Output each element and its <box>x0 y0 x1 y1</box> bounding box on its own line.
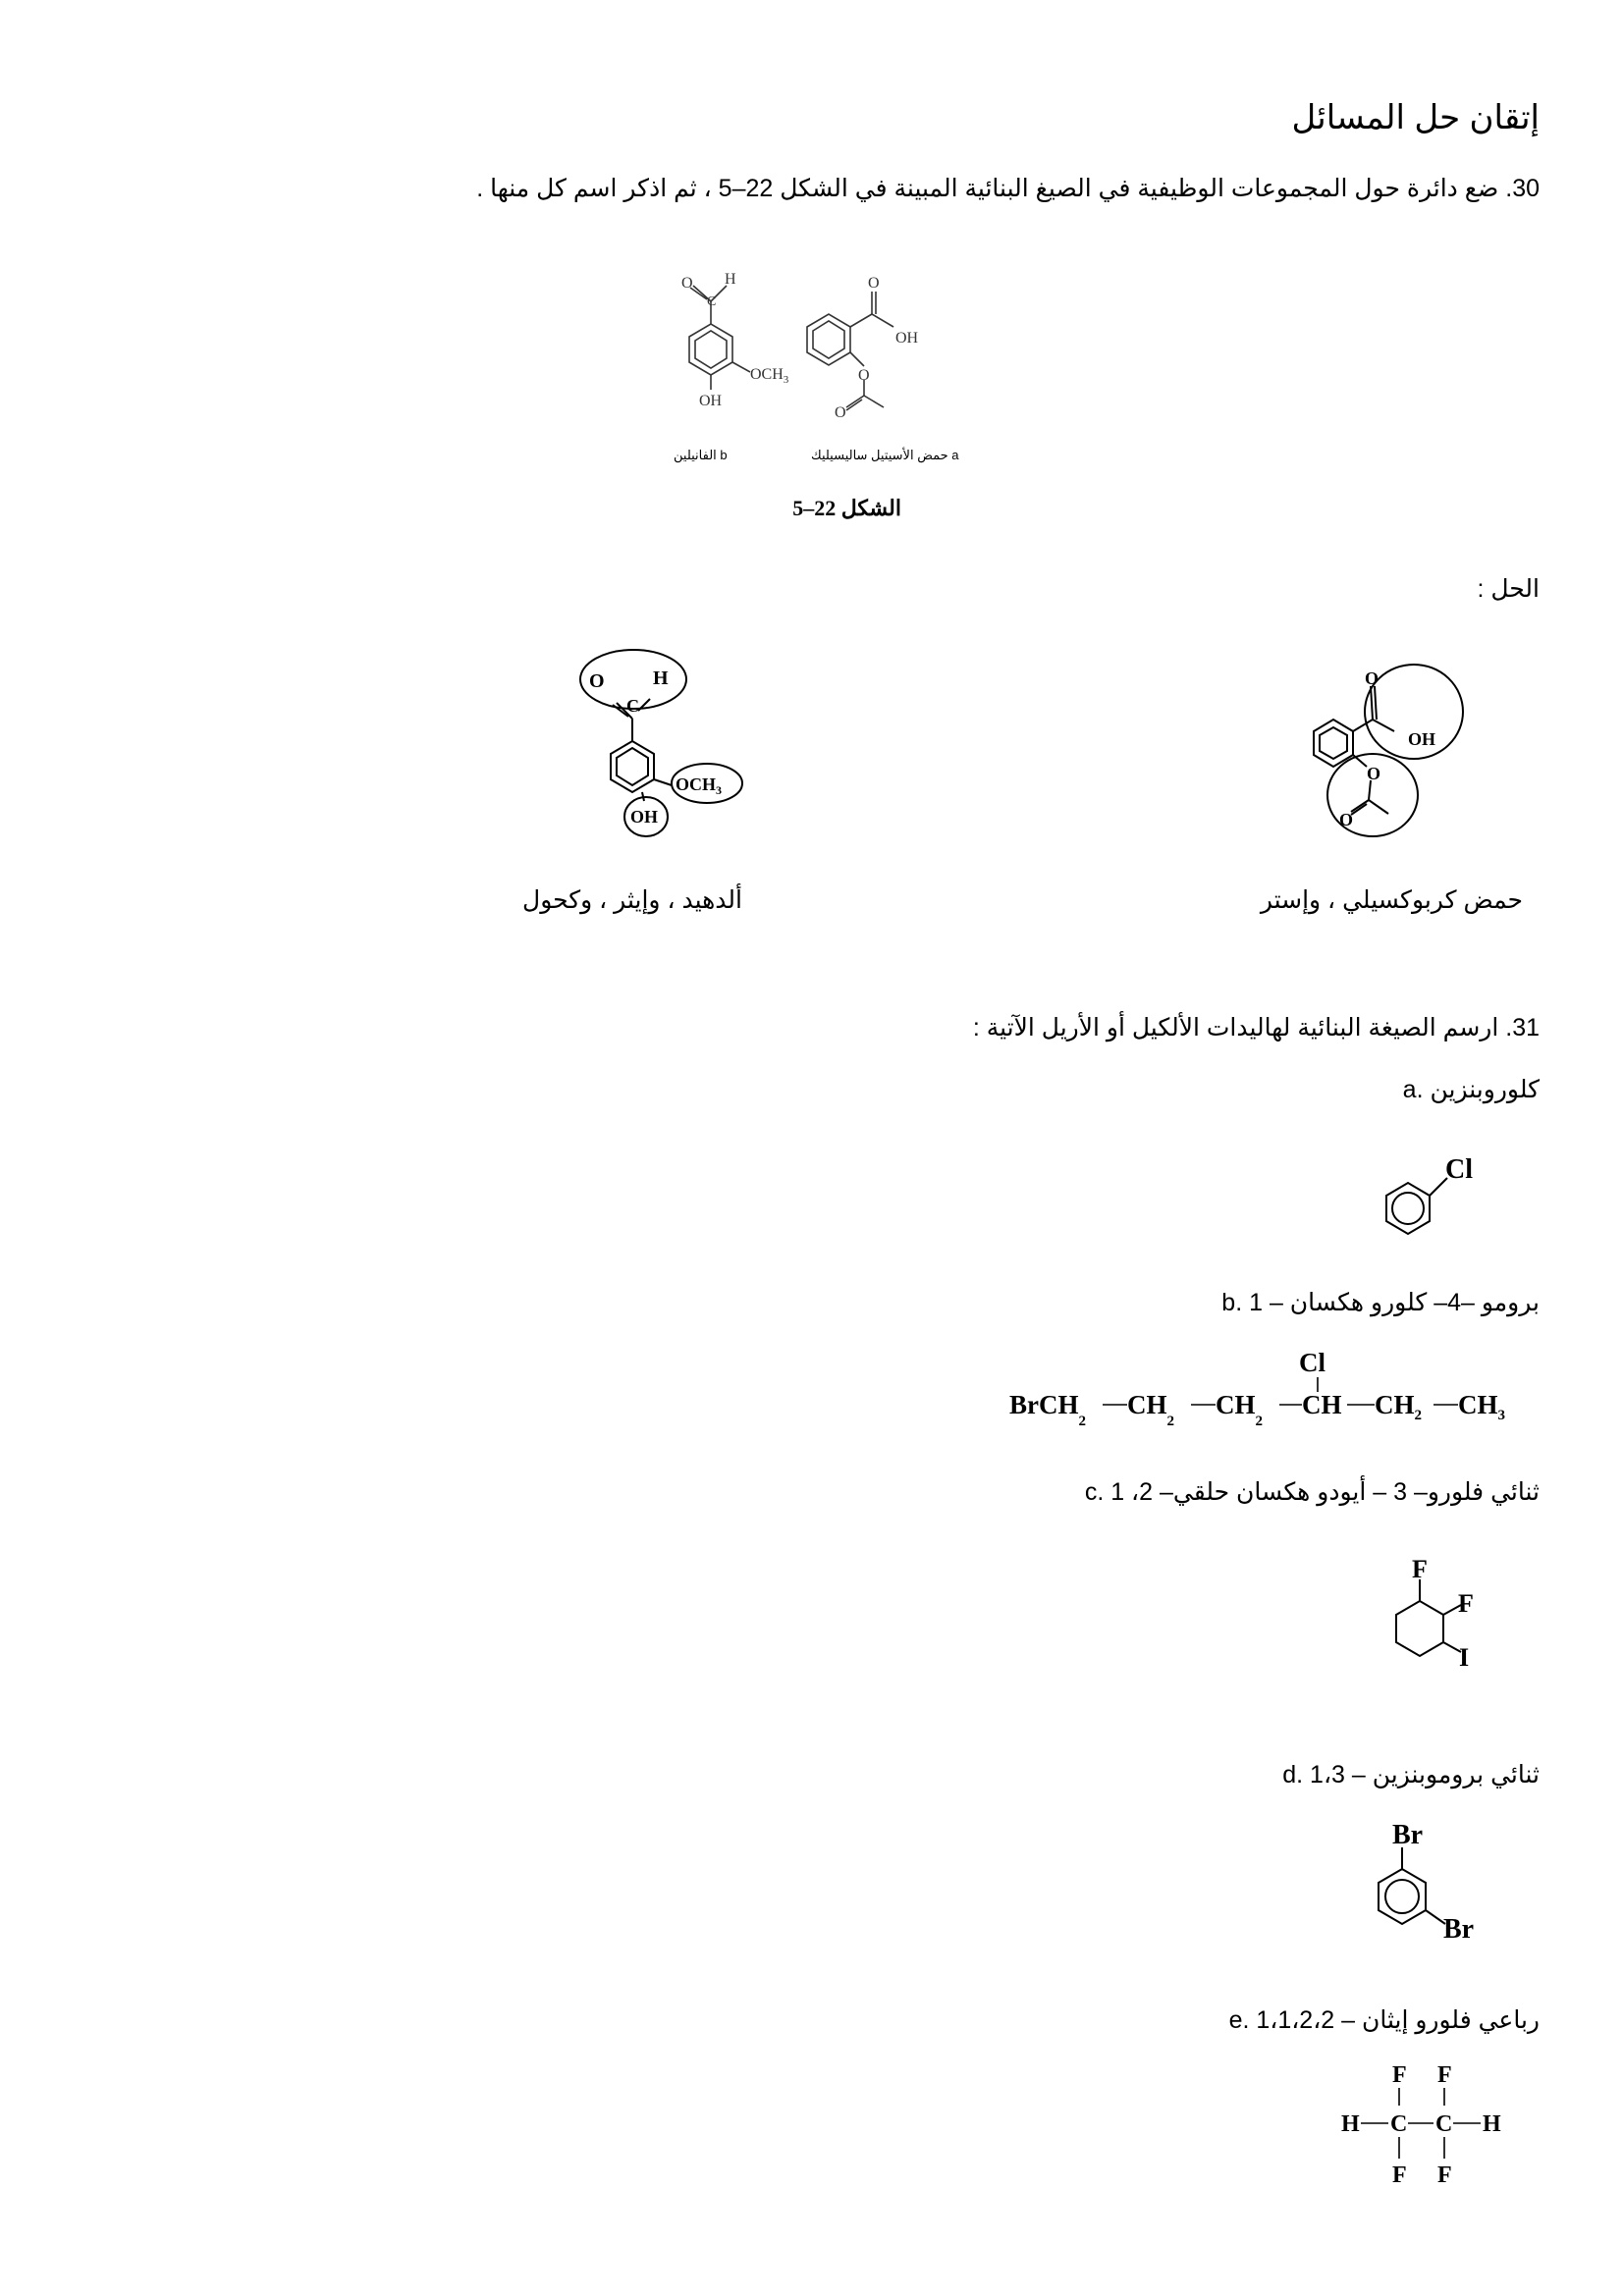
fluorine-bottom-1: F <box>1392 2163 1407 2188</box>
group-CH2-c: $CH_2$ <box>1375 1390 1422 1423</box>
sol-vanillin-OCH3: $OCH_3$ <box>676 774 723 797</box>
page-heading: إتقان حل المسائل <box>1291 99 1540 136</box>
vanillin-H: H <box>725 271 736 288</box>
sol-aspirin-OH: OH <box>1408 729 1436 749</box>
chlorobenzene-structure <box>1375 1148 1512 1247</box>
bromine-1: Br <box>1392 1820 1424 1850</box>
hydrogen-left: H <box>1341 2111 1360 2137</box>
sol-vanillin-O: O <box>589 670 605 692</box>
group-CH2-a: $CH_2$ <box>1127 1390 1174 1429</box>
aspirin-carbonyl-O: O <box>868 275 880 292</box>
figure-22-5 <box>628 250 1001 525</box>
question-30-text: 30. ضع دائرة حول المجموعات الوظيفية في الصيغ البنائية المبينة في الشكل 22–5 ، ثم اذكر اسم كل منها . <box>476 175 1540 202</box>
item-e: e. 1،1،2،2 – رباعي فلورو إيثان <box>1228 2006 1540 2034</box>
chlorine-substituent: Cl <box>1299 1348 1325 1377</box>
figure-label-b: b الفانيلين <box>674 448 728 462</box>
fluorine-bottom-2: F <box>1437 2163 1452 2188</box>
aspirin-OH: OH <box>895 330 919 347</box>
carbon-2: C <box>1435 2111 1453 2137</box>
answer-a: حمض كربوكسيلي ، وإستر <box>1260 886 1523 914</box>
dibromobenzene-structure <box>1365 1816 1522 1963</box>
sol-aspirin-carbonyl-O: O <box>1365 668 1380 688</box>
sol-aspirin-acyl-O: O <box>1339 810 1354 829</box>
fluorine-top-2: F <box>1437 2062 1452 2088</box>
sol-vanillin-H: H <box>653 667 669 689</box>
difluoroiodocyclohexane-structure <box>1384 1556 1522 1703</box>
carbon-1: C <box>1390 2111 1408 2137</box>
fluorine-top-1: F <box>1392 2062 1407 2088</box>
group-CH2-b: $CH_2$ <box>1216 1390 1263 1429</box>
bromochlorohexane-structure <box>1001 1345 1532 1443</box>
sol-vanillin-C: C <box>626 696 639 716</box>
fluorine-1: F <box>1412 1555 1428 1583</box>
aspirin-circled <box>1296 653 1492 859</box>
vanillin-OCH3: $OCH_3$ <box>750 366 789 386</box>
group-BrCH2: BrCH$_2$ <box>1009 1390 1086 1429</box>
sol-aspirin-ester-O: O <box>1367 764 1381 783</box>
aspirin-ester-O: O <box>858 367 870 384</box>
bromine-3: Br <box>1443 1914 1475 1945</box>
fluorine-2: F <box>1458 1589 1474 1618</box>
iodine-atom: I <box>1459 1643 1470 1672</box>
vanillin-C: C <box>707 294 717 309</box>
item-b: b. 1 – برومو –4– كلورو هكسان <box>1221 1289 1540 1316</box>
hydrogen-right: H <box>1483 2111 1501 2137</box>
group-CH3: $CH_3$ <box>1458 1390 1505 1423</box>
chlorine-atom: Cl <box>1445 1154 1473 1185</box>
sol-vanillin-OH: OH <box>630 807 659 827</box>
vanillin-circled <box>569 648 766 854</box>
aspirin-acyl-O: O <box>835 404 846 421</box>
item-a: a. كلوروبنزين <box>1402 1076 1540 1103</box>
question-31-text: 31. ارسم الصيغة البنائية لهاليدات الألكيل أو الأريل الآتية : <box>972 1014 1540 1041</box>
answer-b: ألدهيد ، وإيثر ، وكحول <box>522 886 742 914</box>
vanillin-structure <box>689 286 750 390</box>
item-c: c. 1 ،2 –ثنائي فلورو– 3 – أيودو هكسان حلقي <box>1084 1478 1540 1506</box>
aspirin-structure <box>807 292 893 410</box>
figure-title: الشكل 22–5 <box>792 496 901 520</box>
vanillin-OH: OH <box>699 393 723 409</box>
solution-label: الحل : <box>1477 575 1540 603</box>
group-CH: CH <box>1302 1390 1342 1419</box>
tetrafluoroethane-structure <box>1335 2056 1512 2194</box>
item-d: d. 1،3 – ثنائي بروموبنزين <box>1282 1761 1540 1789</box>
vanillin-O: O <box>681 275 693 292</box>
figure-label-a: a حمض الأسيتيل ساليسيليك <box>811 448 959 462</box>
